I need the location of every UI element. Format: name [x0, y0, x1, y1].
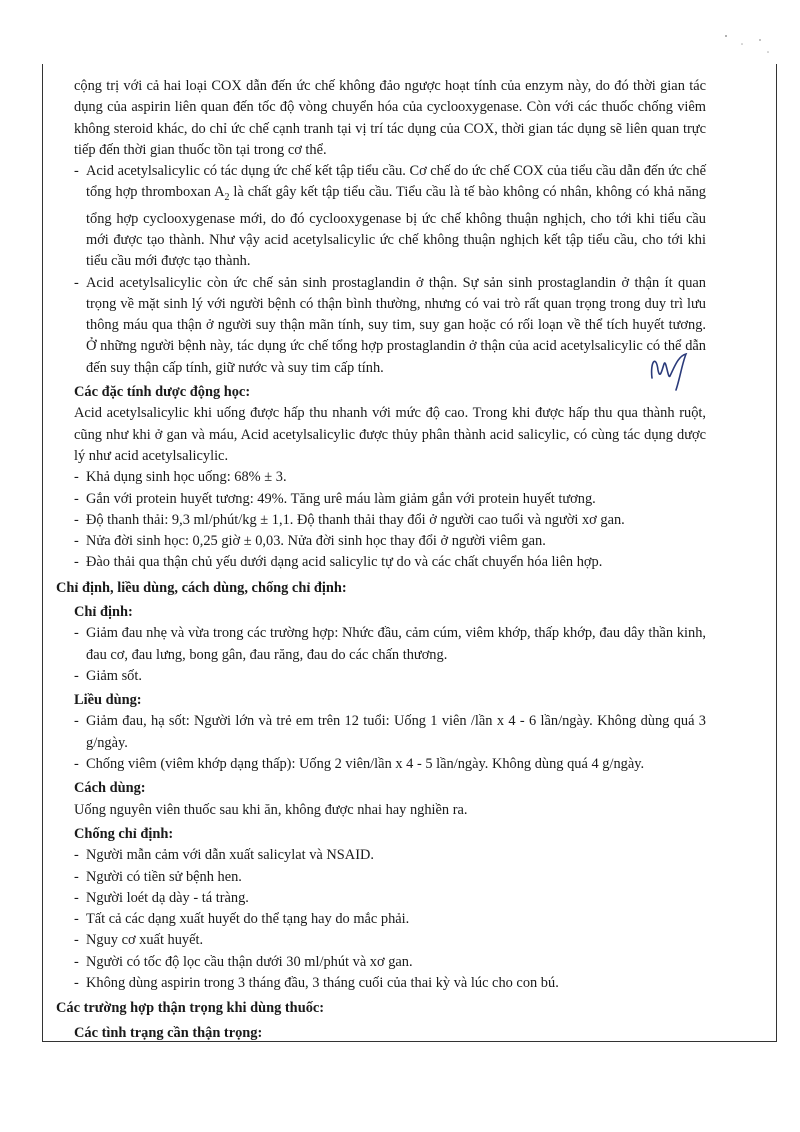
- list-item: - Chống viêm (viêm khớp dạng thấp): Uống 2 viên/lần x 4 - 5 lần/ngày. Không dùng quá 4 g/ngày.: [56, 754, 706, 775]
- cox-paragraph: cộng trị với cả hai loại COX dẫn đến ức chế không đảo ngược hoạt tính của enzym này, do đó thời gian tác dụng của aspirin liên quan đến tốc độ vòng chuyển hóa của cyclooxygenase. Còn với các thuốc chống viêm không steroid khác, do chỉ ức chế cạnh tranh tại vị trí tác dụng của COX, thời gian tác dụng sẽ liên quan trực tiếp đến thời gian thuốc tồn tại trong cơ thể.: [74, 78, 706, 158]
- indications-section-heading: Chỉ định, liều dùng, cách dùng, chống chỉ định:: [56, 579, 347, 596]
- list-item: - Người mẫn cảm với dẫn xuất salicylat và NSAID.: [56, 845, 706, 866]
- list-item: - Người loét dạ dày - tá tràng.: [56, 888, 706, 909]
- pk-intro: Acid acetylsalicylic khi uống được hấp thu nhanh với mức độ cao. Trong khi được hấp thu qua thành ruột, cũng như khi ở gan và máu, Acid acetylsalicylic được thủy phân thành acid salicylic, có cùng tác dụng dược lý như acid acetylsalicylic.: [74, 405, 706, 464]
- list-item: - Người có tiền sử bệnh hen.: [56, 867, 706, 888]
- list-item: - Người có tốc độ lọc cầu thận dưới 30 ml/phút và xơ gan.: [56, 952, 706, 973]
- document-body: [56, 76, 706, 1044]
- list-item: - Đào thải qua thận chủ yếu dưới dạng acid salicylic tự do và các chất chuyển hóa liên hợp.: [56, 552, 706, 573]
- list-item: - Tất cả các dạng xuất huyết do thể tạng hay do mắc phải.: [56, 909, 706, 930]
- administration-heading: Cách dùng:: [74, 780, 146, 797]
- list-item: - Giảm đau nhẹ và vừa trong các trường hợp: Nhức đầu, cảm cúm, viêm khớp, thấp khớp, đau dây thần kinh, đau cơ, đau lưng, bong gân, đau răng, đau do các chấn thương.: [56, 623, 706, 666]
- list-item: - Độ thanh thải: 9,3 ml/phút/kg ± 1,1. Độ thanh thải thay đổi ở người cao tuổi và người xơ gan.: [56, 510, 706, 531]
- indications-heading: Chỉ định:: [74, 604, 133, 620]
- precautions-heading: Các trường hợp thận trọng khi dùng thuốc:: [56, 1000, 325, 1017]
- precautions-subheading: Các tình trạng cần thận trọng:: [74, 1024, 263, 1041]
- renal-item: - Acid acetylsalicylic còn ức chế sản sinh prostaglandin ở thận. Sự sản sinh prostaglandin ở thận ít quan trọng về mặt sinh lý với người bệnh có thận bình thường, nhưng có vai trò rất quan trọng trong duy trì lưu thông máu qua thận ở người suy thận mãn tính, suy tim, suy gan hoặc có rối loạn về thể tích huyết tương. Ở những người bệnh này, tác dụng ức chế tổng hợp prostaglandin ở thận của acid acetylsalicylic có thể dẫn đến suy thận cấp tính, giữ nước và suy tim cấp tính.: [56, 273, 706, 379]
- dosage-heading: Liều dùng:: [74, 692, 142, 709]
- scan-marks: [720, 30, 780, 70]
- platelet-item: - Acid acetylsalicylic có tác dụng ức chế kết tập tiểu cầu. Cơ chế do ức chế COX của tiểu cầu dẫn đến ức chế tổng hợp thromboxan $A_2$ là chất gây kết tập tiểu cầu. Tiểu cầu là tế bào không có nhân, không có khả năng tổng hợp cyclooxygenase mới, do đó cyclooxygenase bị ức chế không thuận nghịch, cho tới khi tiểu cầu mới được tạo thành. Như vậy acid acetylsalicylic ức chế không thuận nghịch kết tập tiểu cầu, cho tới khi tiểu cầu mới được tạo thành.: [56, 161, 706, 272]
- list-item: - Giảm sốt.: [56, 666, 706, 687]
- list-item: - Nửa đời sinh học: 0,25 giờ ± 0,03. Nửa đời sinh học thay đổi ở người viêm gan.: [56, 531, 706, 552]
- list-item: - Không dùng aspirin trong 3 tháng đầu, 3 tháng cuối của thai kỳ và lúc cho con bú.: [56, 973, 706, 994]
- administration-text: Uống nguyên viên thuốc sau khi ăn, không được nhai hay nghiền ra.: [74, 801, 468, 818]
- list-item: - Khả dụng sinh học uống: 68% ± 3.: [56, 467, 706, 488]
- list-item: - Gắn với protein huyết tương: 49%. Tăng urê máu làm giảm gắn với protein huyết tương.: [56, 489, 706, 510]
- list-item: - Nguy cơ xuất huyết.: [56, 930, 706, 951]
- pk-heading: Các đặc tính dược động học:: [74, 384, 251, 401]
- contraindications-heading: Chống chỉ định:: [74, 825, 174, 842]
- list-item: - Giảm đau, hạ sốt: Người lớn và trẻ em trên 12 tuổi: Uống 1 viên /lần x 4 - 6 lần/ngày. Không dùng quá 3 g/ngày.: [56, 711, 706, 754]
